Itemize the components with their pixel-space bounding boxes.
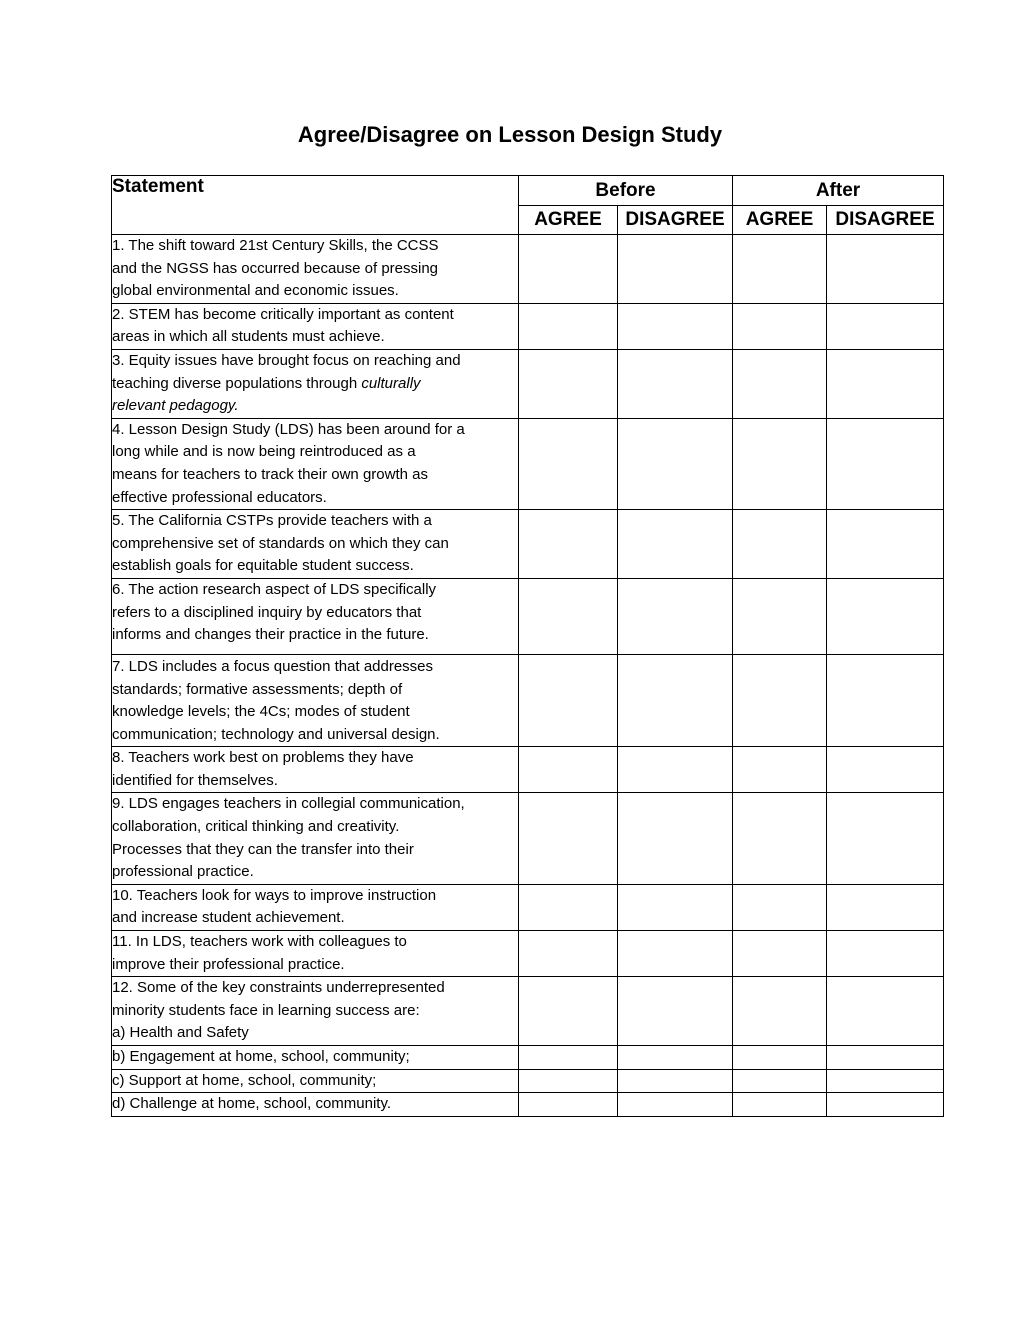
- after-disagree-cell[interactable]: [827, 1046, 944, 1070]
- table-row: [112, 418, 944, 509]
- statement-12b: b) Engagement at home, school, community;: [112, 1046, 519, 1070]
- statement-8: 8. Teachers work best on problems they have identified for themselves.: [112, 747, 519, 793]
- statement-column-header: Statement: [112, 176, 519, 235]
- before-agree-cell[interactable]: [519, 303, 618, 349]
- before-disagree-cell[interactable]: [618, 931, 733, 977]
- agree-disagree-table: [111, 175, 944, 1117]
- after-agree-cell[interactable]: [733, 977, 827, 1046]
- after-agree-cell[interactable]: [733, 931, 827, 977]
- before-disagree-cell[interactable]: [618, 884, 733, 930]
- table-row: [112, 884, 944, 930]
- after-disagree-cell[interactable]: [827, 793, 944, 884]
- statement-12: 12. Some of the key constraints underrepresented minority students face in learning success are: a) Health and Safety: [112, 977, 519, 1046]
- after-disagree-cell[interactable]: [827, 747, 944, 793]
- statement-6: 6. The action research aspect of LDS specifically refers to a disciplined inquiry by educators that informs and changes their practice in the future.: [112, 578, 519, 654]
- statement-12c: c) Support at home, school, community;: [112, 1069, 519, 1093]
- before-agree-cell[interactable]: [519, 884, 618, 930]
- after-agree-cell[interactable]: [733, 418, 827, 509]
- after-agree-header: AGREE: [733, 206, 827, 235]
- after-disagree-header: DISAGREE: [827, 206, 944, 235]
- after-agree-cell[interactable]: [733, 235, 827, 304]
- after-disagree-cell[interactable]: [827, 418, 944, 509]
- table-row: [112, 931, 944, 977]
- after-disagree-cell[interactable]: [827, 578, 944, 654]
- statement-1: 1. The shift toward 21st Century Skills, the CCSS and the NGSS has occurred because of pressing global environmental and economic issues.: [112, 235, 519, 304]
- table-row: [112, 747, 944, 793]
- statement-5: 5. The California CSTPs provide teachers with a comprehensive set of standards on which they can establish goals for equitable student success.: [112, 510, 519, 579]
- before-agree-cell[interactable]: [519, 977, 618, 1046]
- before-agree-cell[interactable]: [519, 1046, 618, 1070]
- before-disagree-cell[interactable]: [618, 1069, 733, 1093]
- before-disagree-cell[interactable]: [618, 654, 733, 746]
- after-column-header: After: [733, 176, 944, 206]
- table-row: [112, 1093, 944, 1117]
- before-column-header: Before: [519, 176, 733, 206]
- before-agree-cell[interactable]: [519, 1093, 618, 1117]
- before-agree-header: AGREE: [519, 206, 618, 235]
- before-disagree-cell[interactable]: [618, 1093, 733, 1117]
- after-agree-cell[interactable]: [733, 578, 827, 654]
- table-row: [112, 977, 944, 1046]
- after-disagree-cell[interactable]: [827, 884, 944, 930]
- after-disagree-cell[interactable]: [827, 931, 944, 977]
- after-agree-cell[interactable]: [733, 884, 827, 930]
- before-agree-cell[interactable]: [519, 1069, 618, 1093]
- table-row: [112, 510, 944, 579]
- table-row: [112, 235, 944, 304]
- table-row: [112, 303, 944, 349]
- after-agree-cell[interactable]: [733, 747, 827, 793]
- statement-2: 2. STEM has become critically important as content areas in which all students must achieve.: [112, 303, 519, 349]
- before-disagree-cell[interactable]: [618, 977, 733, 1046]
- after-disagree-cell[interactable]: [827, 977, 944, 1046]
- before-disagree-cell[interactable]: [618, 303, 733, 349]
- before-agree-cell[interactable]: [519, 654, 618, 746]
- after-agree-cell[interactable]: [733, 1093, 827, 1117]
- after-agree-cell[interactable]: [733, 654, 827, 746]
- statement-12d: d) Challenge at home, school, community.: [112, 1093, 519, 1117]
- after-disagree-cell[interactable]: [827, 654, 944, 746]
- after-agree-cell[interactable]: [733, 349, 827, 418]
- before-disagree-cell[interactable]: [618, 793, 733, 884]
- table-row: [112, 349, 944, 418]
- after-disagree-cell[interactable]: [827, 303, 944, 349]
- after-disagree-cell[interactable]: [827, 235, 944, 304]
- before-disagree-header: DISAGREE: [618, 206, 733, 235]
- statement-7: 7. LDS includes a focus question that addresses standards; formative assessments; depth of knowledge levels; the 4Cs; modes of student communication; technology and universal design.: [112, 654, 519, 746]
- statement-11: 11. In LDS, teachers work with colleagues to improve their professional practice.: [112, 931, 519, 977]
- before-agree-cell[interactable]: [519, 793, 618, 884]
- before-agree-cell[interactable]: [519, 747, 618, 793]
- before-disagree-cell[interactable]: [618, 418, 733, 509]
- statement-10: 10. Teachers look for ways to improve instruction and increase student achievement.: [112, 884, 519, 930]
- before-disagree-cell[interactable]: [618, 747, 733, 793]
- table-row: [112, 578, 944, 654]
- statement-4: 4. Lesson Design Study (LDS) has been around for a long while and is now being reintroduced as a means for teachers to track their own growth as effective professional educators.: [112, 418, 519, 509]
- statement-3: 3. Equity issues have brought focus on reaching and teaching diverse populations through culturally relevant pedagogy.: [112, 349, 519, 418]
- table-row: [112, 1069, 944, 1093]
- before-disagree-cell[interactable]: [618, 1046, 733, 1070]
- after-disagree-cell[interactable]: [827, 349, 944, 418]
- table-row: [112, 1046, 944, 1070]
- table-row: [112, 793, 944, 884]
- after-agree-cell[interactable]: [733, 793, 827, 884]
- page-title: Agree/Disagree on Lesson Design Study: [297, 122, 723, 147]
- after-disagree-cell[interactable]: [827, 1069, 944, 1093]
- before-agree-cell[interactable]: [519, 931, 618, 977]
- after-agree-cell[interactable]: [733, 510, 827, 579]
- after-agree-cell[interactable]: [733, 1046, 827, 1070]
- before-agree-cell[interactable]: [519, 418, 618, 509]
- before-agree-cell[interactable]: [519, 578, 618, 654]
- after-disagree-cell[interactable]: [827, 1093, 944, 1117]
- table-row: [112, 654, 944, 746]
- before-disagree-cell[interactable]: [618, 235, 733, 304]
- after-agree-cell[interactable]: [733, 303, 827, 349]
- after-disagree-cell[interactable]: [827, 510, 944, 579]
- before-agree-cell[interactable]: [519, 235, 618, 304]
- before-disagree-cell[interactable]: [618, 349, 733, 418]
- after-agree-cell[interactable]: [733, 1069, 827, 1093]
- statement-9: 9. LDS engages teachers in collegial communication, collaboration, critical thinking and creativity. Processes that they can the transfer into their professional practice.: [112, 793, 519, 884]
- before-agree-cell[interactable]: [519, 510, 618, 579]
- before-agree-cell[interactable]: [519, 349, 618, 418]
- before-disagree-cell[interactable]: [618, 578, 733, 654]
- before-disagree-cell[interactable]: [618, 510, 733, 579]
